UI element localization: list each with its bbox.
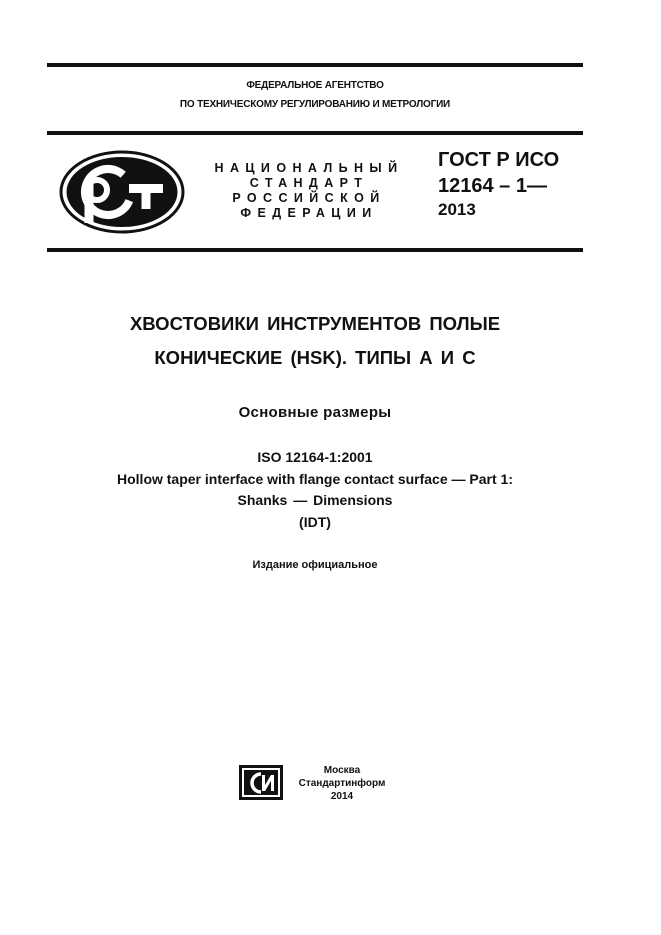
iso-title-line1: Hollow taper interface with flange contact surface — Part 1: <box>117 471 513 487</box>
iso-degree: (IDT) <box>299 514 331 530</box>
publisher-year: 2014 <box>330 791 354 802</box>
header-rule <box>47 131 583 135</box>
rst-logo <box>58 149 186 235</box>
national-standard-line4: ФЕДЕРАЦИИ <box>240 206 378 220</box>
standard-designation <box>438 147 583 221</box>
designation-year: 2013 <box>438 200 476 219</box>
publisher-name: Стандартинформ <box>298 778 386 789</box>
agency-name-line1: ФЕДЕРАЛЬНОЕ АГЕНТСТВО <box>246 80 384 91</box>
designation-line2: 12164 – 1— <box>438 175 547 197</box>
designation-line1: ГОСТ Р ИСО <box>438 149 560 171</box>
document-title-line1: ХВОСТОВИКИ ИНСТРУМЕНТОВ ПОЛЫЕ <box>129 313 501 334</box>
publisher-city: Москва <box>323 765 361 776</box>
national-standard-line2: СТАНДАРТ <box>249 176 369 190</box>
edition-label: Издание официальное <box>252 559 378 571</box>
document-title-line2: КОНИЧЕСКИЕ (HSK). ТИПЫ А И С <box>154 347 476 368</box>
iso-code: ISO 12164-1:2001 <box>257 449 373 465</box>
national-standard-line1: НАЦИОНАЛЬНЫЙ <box>214 161 404 175</box>
header-bottom-rule <box>47 248 583 252</box>
publisher-block <box>292 764 392 803</box>
standartinform-logo <box>239 765 283 800</box>
iso-title-line2: Shanks — Dimensions <box>237 492 393 508</box>
national-standard-label <box>200 161 418 221</box>
national-standard-line3: РОССИЙСКОЙ <box>232 191 386 205</box>
agency-name-line2: ПО ТЕХНИЧЕСКОМУ РЕГУЛИРОВАНИЮ И МЕТРОЛОГИИ <box>179 99 451 110</box>
top-rule <box>47 63 583 67</box>
document-subtitle: Основные размеры <box>238 404 392 421</box>
